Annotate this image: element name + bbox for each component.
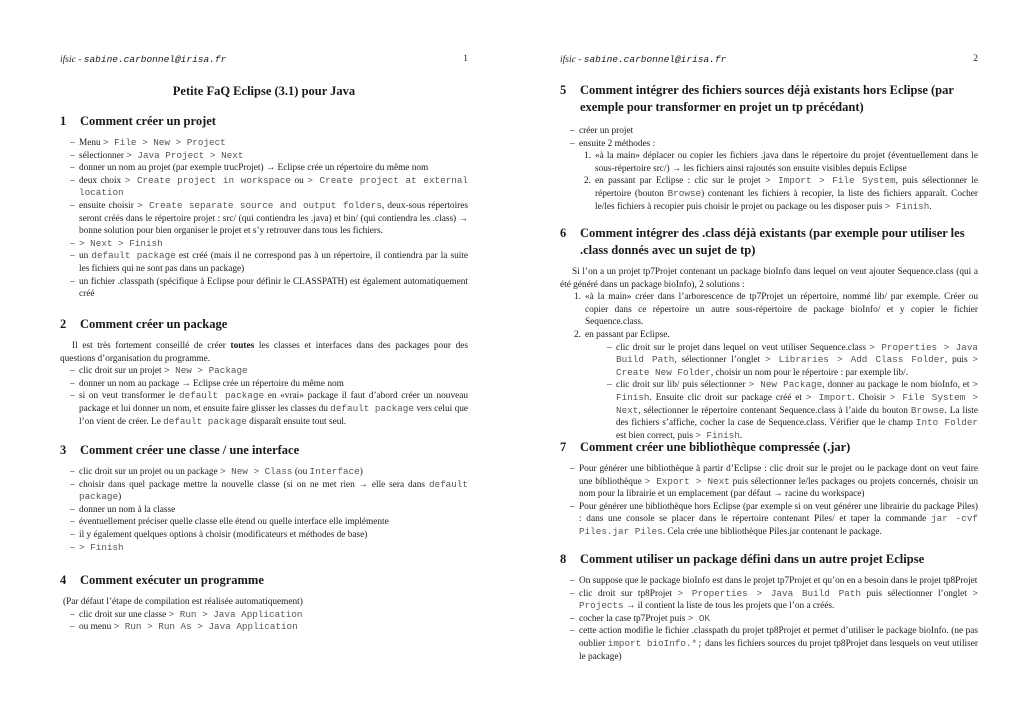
text-fragment: Interface (309, 466, 360, 477)
text-fragment: Comment exécuter un programme (80, 573, 264, 587)
text-fragment: cocher la case tp7Projet puis (579, 613, 688, 624)
text-fragment: → il contient la liste de tous les projets que l’on a créés. (623, 601, 835, 612)
text-fragment: , puis sélectionner le répertoire (bouton (595, 176, 978, 199)
list-item: – il y également quelques options à choisir (modificateurs et méthodes de base) (70, 529, 468, 542)
text-fragment: en passant par Eclipse. (585, 329, 670, 340)
list-item: – donner un nom au package → Eclipse crée un répertoire du même nom (70, 378, 468, 391)
list-item (570, 463, 978, 501)
section-list (560, 575, 978, 663)
header-separator: - (75, 55, 84, 65)
list-item (70, 137, 468, 150)
sub-list (585, 342, 978, 443)
text-fragment: Comment créer un package (80, 317, 228, 331)
section-4 (60, 572, 468, 634)
text-fragment: 5 (560, 83, 567, 97)
text-fragment: , donner au package le nom bioInfo, et (822, 380, 973, 391)
text-fragment: . La liste des fichiers s’affiche, cocher la case de Sequence.class. Vérifier que le champ (616, 405, 978, 429)
list-item (584, 150, 978, 175)
section-3 (60, 442, 468, 554)
section-heading (60, 113, 468, 130)
text-fragment: , sélectionner le répertoire contenant Sequence.class à l’aide du bouton (638, 405, 911, 416)
text-fragment: > Next > Finish (79, 237, 163, 249)
list-item (607, 379, 978, 442)
section-list (560, 463, 978, 539)
text-fragment: choisir dans quel package mettre la nouvelle classe (si on ne met rien → elle sera dans (79, 479, 429, 490)
text-fragment: 1. (584, 151, 591, 162)
text-fragment: . Cela crée une bibliothèque Piles.jar contenant le package. (662, 526, 882, 537)
text-fragment: Comment utiliser un package défini dans un autre projet Eclipse (580, 552, 925, 566)
text-fragment: 2. (584, 176, 591, 187)
text-fragment: > New Package (748, 379, 823, 391)
text-fragment: > Java Project > Next (126, 149, 244, 161)
section-intro: Si l’on a un projet tp7Projet contenant un package bioInfo dans lequel on veut ajouter Sequence.class (qui a été généré dans un package bioInfo), 2 solutions : (560, 267, 978, 290)
section-heading (560, 439, 978, 456)
text-fragment: deux choix (79, 175, 125, 186)
numbered-list (560, 150, 978, 213)
text-fragment: , puis (944, 355, 973, 366)
page-header (560, 54, 978, 68)
text-fragment: > Import > File System (764, 175, 896, 187)
text-fragment: > Finish (616, 379, 978, 403)
section-list (60, 137, 468, 301)
text-fragment: puis sélectionner l’onglet (860, 588, 973, 599)
section-heading (560, 82, 978, 116)
section-2 (60, 316, 468, 428)
list-item (70, 466, 468, 479)
text-fragment: , choisir un nom pour le répertoire : par exemple lib/. (710, 367, 909, 378)
section-7 (560, 439, 978, 539)
text-fragment: Pour générer une bibliothèque hors Eclipse (par exemple si on veut générer une librairie du package Piles) : dans une console se placer dans le répertoire contenant Piles/ et taper la commande (579, 501, 978, 525)
text-fragment: Comment créer un projet (80, 114, 216, 128)
section-list (60, 365, 468, 428)
numbered-list (560, 291, 978, 442)
list-item (70, 542, 468, 555)
list-item (70, 609, 468, 622)
text-fragment: > File > New > Project (103, 137, 226, 148)
text-fragment: > Finish (884, 200, 930, 212)
text-fragment: > File System > Next (616, 391, 979, 416)
section-heading (560, 551, 978, 568)
section-list (60, 609, 468, 634)
list-item (607, 342, 978, 380)
page-2 (560, 0, 978, 725)
text-fragment: 6 (560, 226, 567, 240)
text-fragment: . (739, 430, 743, 441)
section-8 (560, 551, 978, 663)
text-fragment: dans les fichiers sources du projet tp8Projet dans lesquels on veut utiliser le package) (579, 638, 978, 662)
list-item: – éventuellement préciser quelle classe elle étend ou quelle interface elle implémente (70, 516, 468, 529)
list-item (70, 365, 468, 378)
list-item (70, 150, 468, 163)
text-fragment: > Finish (79, 541, 124, 553)
text-fragment: 1. (574, 292, 581, 303)
text-fragment: 4 (60, 573, 67, 587)
text-fragment: est bien correct, puis (616, 430, 696, 441)
page-number: 1 (463, 54, 468, 64)
text-fragment: > New > Class (219, 466, 293, 477)
list-item (570, 625, 978, 663)
list-item: – donner un nom au projet (par exemple trucProjet) → Eclipse crée un répertoire du même nom (70, 162, 468, 175)
text-fragment: > Run > Run As > Java Application (113, 621, 298, 633)
page-header (60, 54, 468, 68)
text-fragment: > Libraries > Add Class Folder (764, 354, 945, 366)
text-fragment: > Run > Java Application (168, 608, 303, 620)
text-fragment: , deux-sous répertoires seront créés dans le répertoire projet : src/ (qui contiendra les .java) et bin/ (qui contiendra les .class) → bonne solution pour bien organiser le projet et s’y retrouver dans tous les fichiers. (79, 200, 469, 237)
text-fragment: default package (91, 250, 176, 262)
text-fragment: ou menu (79, 622, 114, 633)
text-fragment: puis sélectionner le/les packages ou projets concernés, choisir un nom pour la librairie et un emplacement (par défaut → racine du workspace) (579, 476, 978, 500)
text-fragment: > Import (805, 391, 853, 403)
header-author: ifsic (60, 55, 76, 65)
text-fragment: . Ensuite clic droit sur package créé et (649, 392, 806, 403)
text-fragment: > OK (687, 612, 711, 624)
text-fragment: «à la main» créer dans l’arborescence de tp7Projet un répertoire, nommé lib/ par exemple. Créer ou copier dans ce répertoire un autre sous-répertoire de package bioInfo/ et y copier le fichier Sequence.class. (585, 292, 978, 328)
list-item (70, 621, 468, 634)
text-fragment: , sélectionner l’onglet (674, 355, 765, 366)
text-fragment: 7 (560, 440, 567, 454)
header-email: sabine.carbonnel@irisa.fr (583, 54, 727, 65)
list-item (584, 175, 978, 213)
text-fragment: . Choisir (852, 392, 890, 403)
text-fragment: > New > Package (163, 365, 248, 377)
list-item (70, 175, 468, 200)
section-intro: (Par défaut l’étape de compilation est réalisée automatiquement) (63, 597, 303, 607)
text-fragment: ensuite choisir (79, 200, 137, 211)
text-fragment: default package (79, 478, 468, 503)
section-heading (60, 442, 468, 459)
list-item (574, 329, 978, 442)
text-fragment: Browse (910, 404, 945, 416)
text-fragment: > Projects (579, 587, 978, 612)
text-fragment: Comment intégrer des fichiers sources déjà existants hors Eclipse (par exemple pour transformer en projet un tp précédant) (580, 83, 954, 114)
text-fragment: sélectionner (79, 150, 127, 161)
text-fragment: Pour générer une bibliothèque à partir d’Eclipse : clic droit sur le projet ou le package dont on veut faire une bibliothèque (579, 464, 978, 487)
text-fragment: jar -cvf Piles.jar Piles (579, 513, 978, 537)
page-1 (60, 0, 468, 725)
text-fragment: Il est très fortement conseillé de créer (72, 341, 231, 351)
page-number: 2 (973, 54, 978, 64)
text-fragment: 2 (60, 317, 67, 331)
section-heading (560, 225, 978, 259)
list-item (574, 291, 978, 329)
section-intro (60, 340, 468, 365)
section-list (60, 466, 468, 554)
text-fragment: default package (163, 415, 247, 427)
text-fragment: un (79, 251, 92, 262)
text-fragment: toutes (230, 341, 255, 351)
text-fragment: clic droit sur le projet dans lequel on veut utiliser Sequence.class (616, 342, 870, 353)
text-fragment: Menu (79, 138, 104, 148)
text-fragment: > Export > Next (644, 475, 730, 487)
list-item (570, 588, 978, 613)
text-fragment: 3 (60, 443, 67, 457)
text-fragment: «à la main» déplacer ou copier les fichiers .java dans le répertoire du projet (éventuellement dans le sous-répertoire src/) → les fichiers ainsi rajoutés son ensuite visibles depuis Eclipse (595, 151, 978, 174)
text-fragment: . (929, 201, 932, 212)
text-fragment: en «vrai» package il faut d’abord créer un nouveau package et lui donner un nom, et ensuite faire glisser les classes du (79, 391, 469, 414)
text-fragment: 1 (60, 114, 67, 128)
header-separator: - (575, 55, 584, 65)
text-fragment: si on veut transformer le (79, 391, 179, 402)
text-fragment: Comment créer une classe / une interface (80, 443, 300, 457)
text-fragment: les classes et interfaces dans des packages pour des questions d’organisation du programme. (60, 341, 468, 364)
text-fragment: Into Folder (915, 417, 978, 429)
text-fragment: 2. (574, 329, 581, 340)
text-fragment: disparaît ensuite tout seul. (246, 416, 347, 427)
text-fragment: > Create separate source and output folders (136, 199, 382, 211)
text-fragment: > Create project at external location (79, 174, 469, 199)
list-item: – donner un nom à la classe (70, 504, 468, 517)
text-fragment: est créé (mais il ne correspond pas à un répertoire, il contiendra par la suite les fichiers qui ne sont pas dans un package) (79, 251, 469, 274)
text-fragment: 8 (560, 552, 567, 566)
text-fragment: ) (118, 492, 122, 503)
section-list (560, 125, 978, 150)
document-title: Petite FaQ Eclipse (3.1) pour Java (172, 84, 356, 98)
list-item (70, 200, 468, 238)
text-fragment: vers celui que l’on vient de créer. Le (79, 403, 468, 427)
text-fragment: import bioInfo.*; (607, 637, 703, 649)
header-email: sabine.carbonnel@irisa.fr (83, 54, 227, 65)
text-fragment: clic droit sur un projet ou un package (79, 467, 220, 477)
text-fragment: > Create New Folder (616, 354, 978, 378)
header-author: ifsic (560, 55, 576, 65)
text-fragment: ) contenant les fichiers à recopier, la liste des fichiers apparaît. Cocher le/les fichiers à recopier puis choisir le projet ou package ou les disposer puis (595, 188, 978, 212)
section-5 (560, 82, 978, 213)
text-fragment: en passant par Eclipse : clic sur le projet (595, 176, 765, 187)
text-fragment: > Finish (695, 429, 740, 441)
list-item (570, 501, 978, 539)
text-fragment: (ou (292, 467, 310, 477)
text-fragment: cette action modifie le fichier .classpath du projet tp8Projet et permet d’utiliser le package bioInfo. (ne pas oublier (579, 626, 978, 649)
text-fragment: clic droit sur un projet (79, 366, 164, 377)
list-item (70, 238, 468, 251)
section-heading (60, 572, 468, 589)
list-item: – ensuite 2 méthodes : (570, 138, 978, 151)
text-fragment: default package (178, 390, 265, 402)
list-item: – On suppose que le package bioInfo est dans le projet tp7Projet et qu’on en a besoin dans le projet tp8Projet (570, 575, 978, 588)
text-fragment: clic droit sur une classe (79, 609, 169, 620)
list-item (70, 390, 468, 428)
text-fragment: > Create project in workspace (124, 174, 292, 186)
text-fragment: clic droit sur lib/ puis sélectionner (616, 380, 749, 391)
text-fragment: Comment intégrer des .class déjà existants (par exemple pour utiliser les .class donnés avec un sujet de tp) (580, 226, 965, 257)
text-fragment: clic droit sur tp8Projet (579, 588, 678, 599)
text-fragment: ou (291, 175, 308, 186)
text-fragment: > Properties > Java Build Path (616, 341, 978, 366)
section-6 (560, 225, 978, 442)
text-fragment: Comment créer une bibliothèque compressée (.jar) (580, 440, 851, 454)
list-item (70, 250, 468, 275)
section-1 (60, 113, 468, 301)
text-fragment: > Properties > Java Build Path (677, 587, 861, 599)
list-item (70, 479, 468, 504)
text-fragment: default package (330, 402, 414, 414)
section-heading (60, 316, 468, 333)
list-item (570, 613, 978, 626)
text-fragment: ) (359, 467, 363, 477)
list-item: – un fichier .classpath (spécifique à Eclipse pour définir le CLASSPATH) est également automatiquement créé (70, 276, 468, 301)
text-fragment: Browse (667, 187, 702, 199)
list-item: – créer un projet (570, 125, 978, 138)
